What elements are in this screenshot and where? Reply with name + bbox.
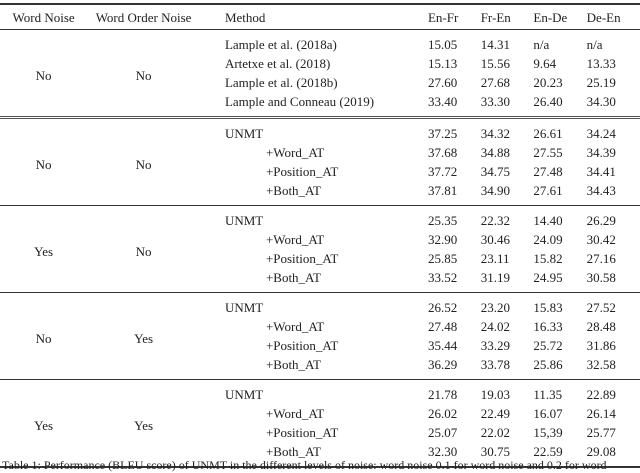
method-cell: +Word_AT — [265, 319, 325, 334]
score-cell: 26.40 — [533, 94, 563, 109]
score-cell: 27.60 — [427, 75, 458, 90]
method-cell: +Both_AT — [265, 270, 321, 285]
header-fr-en: Fr-En — [480, 9, 511, 25]
score-cell: 24.02 — [480, 319, 510, 334]
score-cell: 13.33 — [586, 56, 616, 71]
table-row — [0, 206, 640, 231]
word-noise-cell: Yes — [34, 418, 54, 433]
score-cell: 29.08 — [586, 444, 616, 459]
score-cell: 25.72 — [533, 338, 563, 353]
score-cell: 24.95 — [533, 270, 563, 285]
score-cell: 25.35 — [427, 213, 458, 228]
score-cell: 19.03 — [480, 387, 510, 402]
score-cell: 26.52 — [427, 300, 458, 315]
score-cell: 15,39 — [533, 425, 563, 440]
score-cell: 11.35 — [533, 387, 563, 402]
score-cell: 26.29 — [586, 213, 616, 228]
score-cell: 15.83 — [533, 300, 563, 315]
score-cell: 22.02 — [480, 425, 510, 440]
score-cell: 25.77 — [586, 425, 616, 440]
score-cell: 34.41 — [586, 164, 616, 179]
score-cell: 35.44 — [427, 338, 458, 353]
method-cell: +Both_AT — [265, 444, 321, 459]
score-cell: 20.23 — [533, 75, 563, 90]
method-cell: Lample et al. (2018a) — [224, 37, 337, 52]
score-cell: 21.78 — [427, 387, 458, 402]
score-cell: 34.30 — [586, 94, 616, 109]
word-noise-cell: No — [35, 157, 52, 172]
table-row — [0, 118, 640, 144]
score-cell: 28.48 — [586, 319, 616, 334]
score-cell: 22.89 — [586, 387, 616, 402]
score-cell: 27.48 — [427, 319, 458, 334]
word-noise-cell: Yes — [34, 244, 54, 259]
score-cell: 14.40 — [533, 213, 563, 228]
score-cell: 25.85 — [427, 251, 458, 266]
method-cell: UNMT — [224, 300, 264, 315]
score-cell: 23.11 — [480, 251, 510, 266]
row-group — [0, 293, 640, 380]
word-order-noise-cell: No — [135, 157, 152, 172]
score-cell: 34.43 — [586, 183, 616, 198]
score-cell: 15.13 — [427, 56, 458, 71]
score-cell: 25.86 — [533, 357, 563, 372]
score-cell: 33.30 — [480, 94, 510, 109]
score-cell: 37.68 — [427, 145, 458, 160]
score-cell: 34.39 — [586, 145, 616, 160]
score-cell: 26.14 — [586, 406, 616, 421]
score-cell: 37.72 — [427, 164, 458, 179]
score-cell: 30.58 — [586, 270, 616, 285]
method-cell: Lample et al. (2018b) — [224, 75, 338, 90]
method-cell: +Word_AT — [265, 232, 325, 247]
score-cell: 16.33 — [533, 319, 563, 334]
header-de-en: De-En — [586, 9, 621, 25]
score-cell: 37.81 — [427, 183, 458, 198]
method-cell: Artetxe et al. (2018) — [224, 56, 331, 71]
row-group — [0, 206, 640, 293]
score-cell: 36.29 — [427, 357, 458, 372]
score-cell: 27.52 — [586, 300, 616, 315]
word-order-noise-cell: Yes — [134, 418, 154, 433]
table-row — [0, 293, 640, 318]
score-cell: 37.25 — [427, 126, 458, 141]
score-cell: 23.20 — [480, 300, 510, 315]
method-cell: +Word_AT — [265, 406, 325, 421]
header-en-fr: En-Fr — [427, 9, 459, 25]
score-cell: 26.02 — [427, 406, 458, 421]
score-cell: 22.49 — [480, 406, 510, 421]
header-en-de: En-De — [533, 9, 568, 25]
score-cell: 30.75 — [480, 444, 510, 459]
row-group — [0, 380, 640, 468]
score-cell: n/a — [586, 37, 603, 52]
method-cell: Lample and Conneau (2019) — [224, 94, 375, 109]
score-cell: 26.61 — [533, 126, 563, 141]
method-cell: +Position_AT — [265, 338, 339, 353]
score-cell: 33.40 — [427, 94, 458, 109]
score-cell: 34.90 — [480, 183, 510, 198]
score-cell: 33.52 — [427, 270, 458, 285]
score-cell: 27.55 — [533, 145, 563, 160]
score-cell: 34.24 — [586, 126, 616, 141]
score-cell: 33.78 — [480, 357, 510, 372]
header-word-order-noise: Word Order Noise — [95, 9, 192, 25]
header-row — [0, 4, 640, 30]
row-group — [0, 30, 640, 118]
row-group — [0, 118, 640, 206]
word-order-noise-cell: No — [135, 68, 152, 83]
method-cell: UNMT — [224, 126, 264, 141]
method-cell: +Position_AT — [265, 164, 339, 179]
score-cell: 27.68 — [480, 75, 510, 90]
score-cell: 16.07 — [533, 406, 563, 421]
score-cell: 32.30 — [427, 444, 458, 459]
score-cell: 9.64 — [533, 56, 557, 71]
score-cell: 15.82 — [533, 251, 563, 266]
score-cell: 30.42 — [586, 232, 616, 247]
score-cell: 30.46 — [480, 232, 510, 247]
method-cell: +Both_AT — [265, 183, 321, 198]
header-word-noise: Word Noise — [12, 9, 75, 25]
score-cell: 15.05 — [427, 37, 458, 52]
score-cell: 32.58 — [586, 357, 616, 372]
score-cell: 31.19 — [480, 270, 510, 285]
word-order-noise-cell: No — [135, 244, 152, 259]
table-caption: Table 1: Performance (BLEU score) of UNMT in the different levels of noise: word noise 0.1 for word noise and 0.2 for word — [2, 458, 607, 472]
score-cell: 22.32 — [480, 213, 510, 228]
method-cell: +Word_AT — [265, 145, 325, 160]
score-cell: 34.88 — [480, 145, 510, 160]
score-cell: 31.86 — [586, 338, 616, 353]
score-cell: 32.90 — [427, 232, 458, 247]
table-row — [0, 30, 640, 55]
results-table — [0, 3, 640, 468]
score-cell: 25.07 — [427, 425, 458, 440]
word-order-noise-cell: Yes — [134, 331, 154, 346]
method-cell: +Both_AT — [265, 357, 321, 372]
score-cell: 27.16 — [586, 251, 616, 266]
word-noise-cell: No — [35, 331, 52, 346]
score-cell: 27.48 — [533, 164, 563, 179]
score-cell: 34.75 — [480, 164, 510, 179]
score-cell: n/a — [533, 37, 550, 52]
score-cell: 34.32 — [480, 126, 510, 141]
score-cell: 24.09 — [533, 232, 563, 247]
score-cell: 15.56 — [480, 56, 510, 71]
method-cell: +Position_AT — [265, 425, 339, 440]
score-cell: 22.59 — [533, 444, 563, 459]
score-cell: 27.61 — [533, 183, 563, 198]
score-cell: 33.29 — [480, 338, 510, 353]
method-cell: UNMT — [224, 387, 264, 402]
score-cell: 25.19 — [586, 75, 616, 90]
header-method: Method — [224, 9, 266, 25]
word-noise-cell: No — [35, 68, 52, 83]
method-cell: UNMT — [224, 213, 264, 228]
table-row — [0, 380, 640, 405]
method-cell: +Position_AT — [265, 251, 339, 266]
score-cell: 14.31 — [480, 37, 510, 52]
